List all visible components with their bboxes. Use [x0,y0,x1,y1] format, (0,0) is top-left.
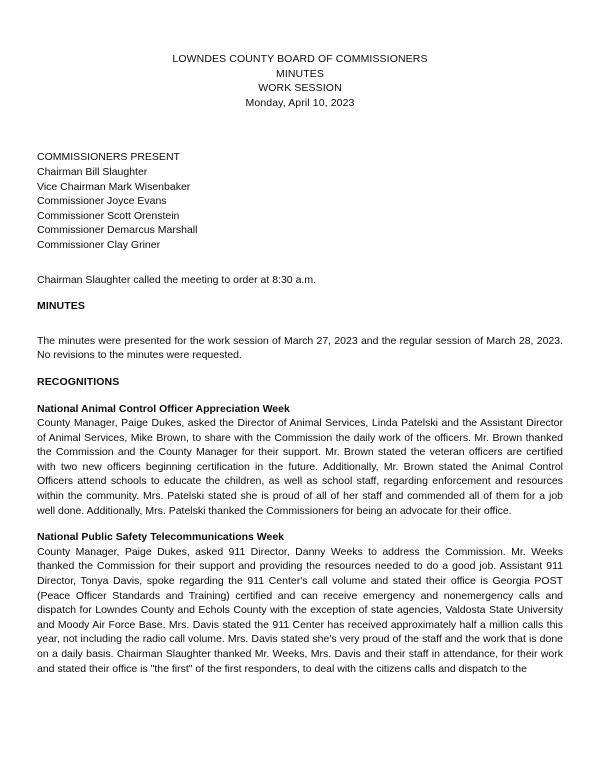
attendance-calltoorder-spacer [37,253,563,273]
recognition-title-telecommunications: National Public Safety Telecommunications Week [37,531,285,544]
recognition-body-telecommunications: County Manager, Paige Dukes, asked 911 Director, Danny Weeks to address the Commission. Mr. Weeks thanked the Commission for their support and providing the resources needed to do a good job. Assistant 911 Director, Tonya Davis, spoke regarding the 911 Center's call volume and stated their office is Georgia POST (Peace Officer Standards and Training) certified and can receive emergency and nonemergency calls and dispatch for Lowndes County and Echols County with the exception of state agencies, Valdosta State University and Moody Air Force Base. Mrs. Davis stated the 911 Center has received approximately half a million calls this year, not including the radio call volume. Mrs. Davis stated she's very proud of the staff and the work that is done on a daily basis. Chairman Slaughter thanked Mr. Weeks, Mrs. Davis and their staff in attendance, for their work and stated their office is "the first" of the first responders, to deal with the citizens calls and dispatch to the [37,545,563,675]
recognition-body-animal-control: County Manager, Paige Dukes, asked the Director of Animal Services, Linda Patelski and the Assistant Director of Animal Services, Mike Brown, to share with the Commission the daily work of the officers. Mr. Brown thanked the Commission and the County Manager for their support. Mr. Brown stated the veteran officers are certified with two new officers beginning certification in the future. Additionally, Mr. Brown stated the Animal Control Officers attend schools to educate the children, as well as school staff, regarding enforcement and resources within the community. Mrs. Patelski stated she is proud of all of her staff and commended all of them for a job well done. Additionally, Mrs. Patelski thanked the Commissioners for being an advocate for their office. [37,417,563,517]
minutes-body-paragraph: The minutes were presented for the work session of March 27, 2023 and the regular session of March 28, 2023. No revisions to the minutes were requested. [37,334,563,362]
commissioners-present-block [37,150,563,252]
commissioner-list-item: Commissioner Joyce Evans [37,195,167,208]
section-heading-recognitions: RECOGNITIONS [37,375,120,388]
recognition-items-spacer [37,518,563,530]
header-document-type: MINUTES [276,67,324,80]
minutes-recognitions-spacer [37,363,563,375]
commissioner-list-item: Vice Chairman Mark Wisenbaker [37,180,191,193]
recognitions-first-item-spacer [37,390,563,402]
commissioner-list-item: Commissioner Demarcus Marshall [37,224,198,237]
call-to-order-text: Chairman Slaughter called the meeting to order at 8:30 a.m. [37,273,316,286]
commissioners-present-title: COMMISSIONERS PRESENT [37,151,180,164]
document-header [37,52,563,110]
minutes-heading-body-spacer [37,314,563,334]
commissioner-list-item: Commissioner Scott Orenstein [37,209,180,222]
header-organization: LOWNDES COUNTY BOARD OF COMMISSIONERS [172,53,428,65]
header-meeting-date: Monday, April 10, 2023 [245,96,355,109]
calltoorder-minutes-spacer [37,287,563,299]
commissioner-list-item: Commissioner Clay Griner [37,238,161,251]
recognition-title-animal-control: National Animal Control Officer Appreciation Week [37,402,290,415]
commissioner-list-item: Chairman Bill Slaughter [37,165,148,178]
section-heading-minutes: MINUTES [37,300,85,313]
header-session-type: WORK SESSION [258,82,342,95]
header-attendance-spacer [37,110,563,150]
